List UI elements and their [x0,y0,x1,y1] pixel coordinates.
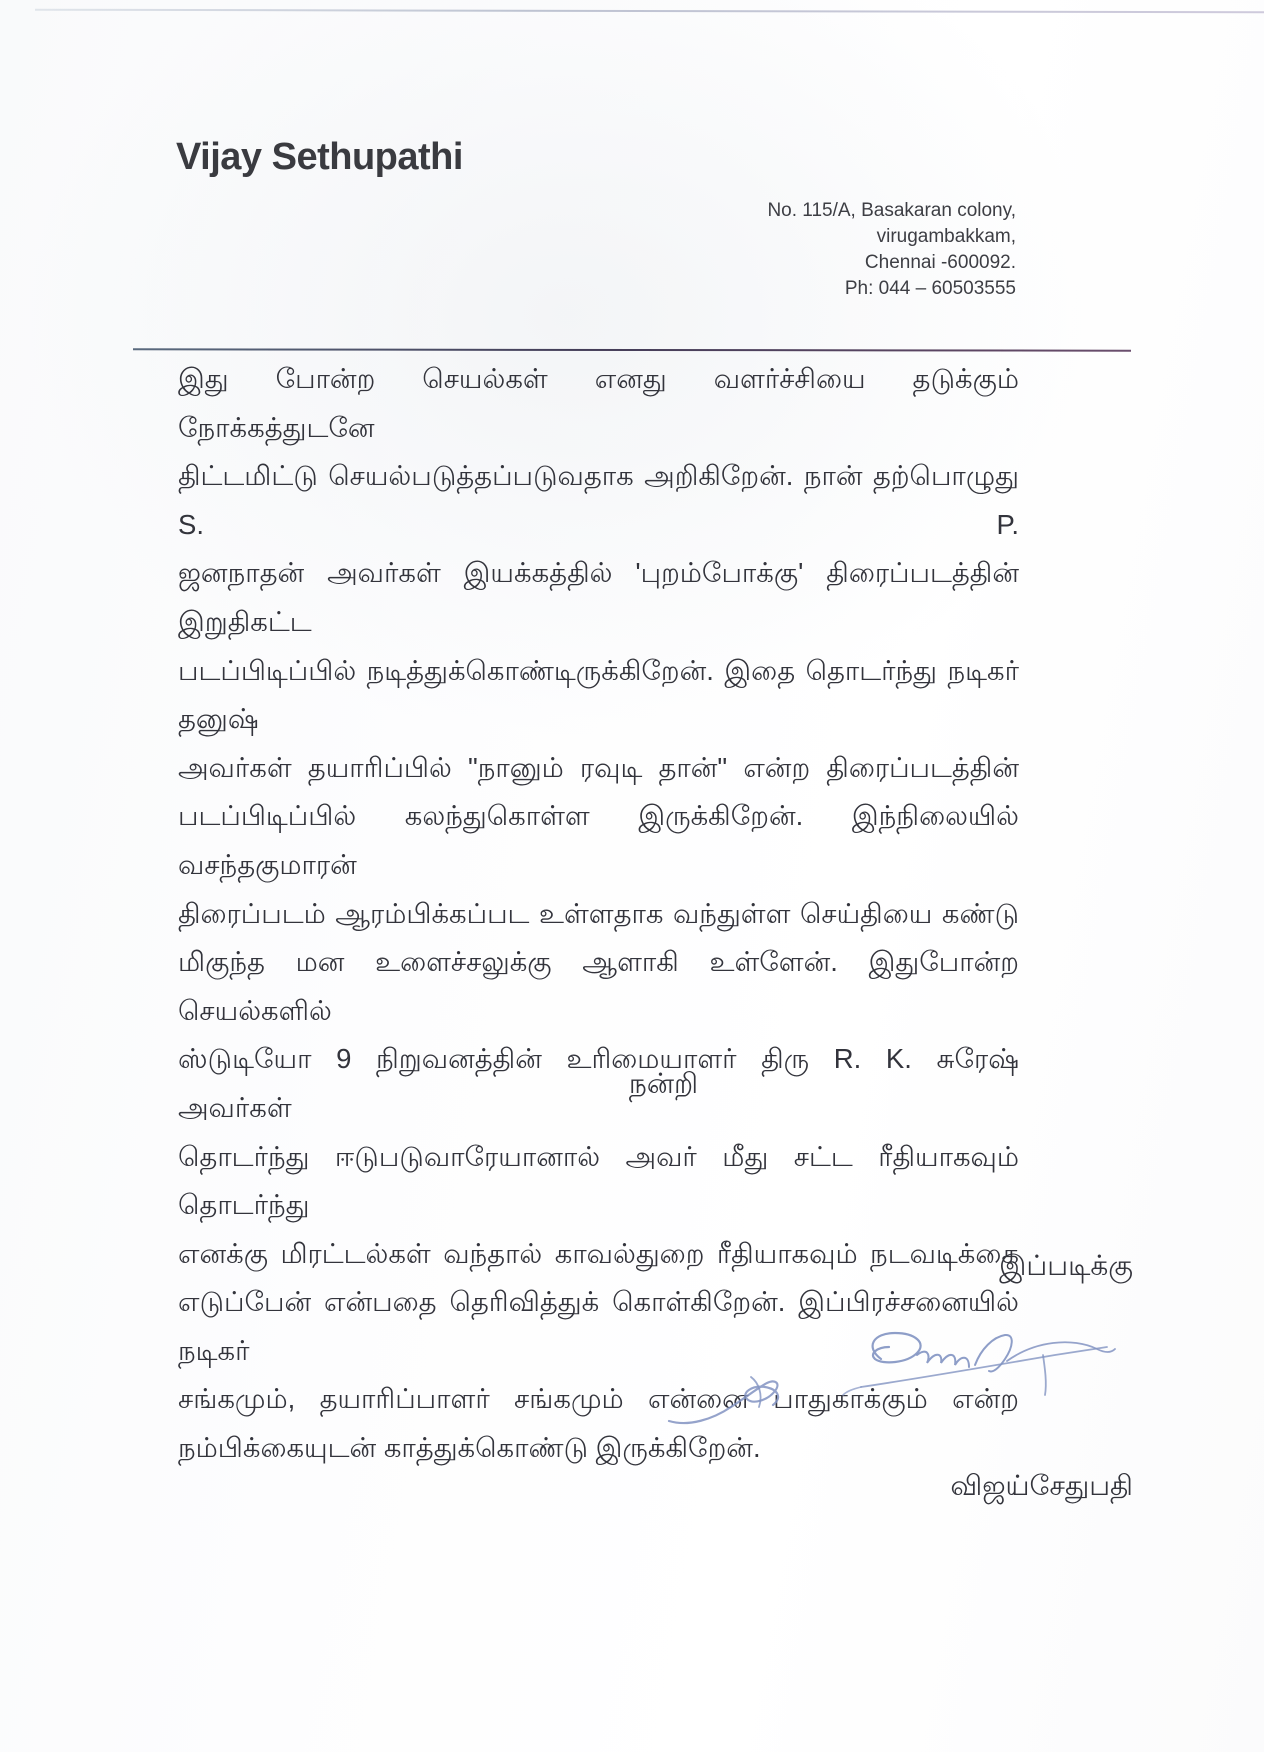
body-line: எனக்கு மிரட்டல்கள் வந்தால் காவல்துறை ரீதியாகவும் நடவடிக்கை [178,1237,1019,1269]
header-divider-rule [133,348,1131,351]
closing-label: இப்படிக்கு [999,1250,1133,1281]
body-line: அவர்கள் தயாரிப்பில் "நானும் ரவுடி தான்" என்ற திரைப்படத்தின் [178,751,1019,783]
letterhead-name: Vijay Sethupathi [176,136,463,178]
body-line: மிகுந்த மன உளைச்சலுக்கு ஆளாகி உள்ளேன். இதுபோன்ற செயல்களில் [178,946,1019,1026]
body-line: திட்டமிட்டு செயல்படுத்தப்படுவதாக அறிகிறேன். நான் தற்பொழுது S. P. [178,460,1019,540]
body-line: படப்பிடிப்பில் நடித்துக்கொண்டிருக்கிறேன். இதை தொடர்ந்து நடிகர் தனுஷ் [178,654,1019,735]
address-line: Ph: 044 – 60503555 [844,278,1016,299]
body-line: ஸ்டுடியோ 9 நிறுவனத்தின் உரிமையாளர் திரு R. K. சுரேஷ் அவர்கள் [178,1043,1019,1123]
body-line: தொடர்ந்து ஈடுபடுவாரேயானால் அவர் மீது சட்ட ரீதியாகவும் தொடர்ந்து [178,1140,1019,1221]
address-block [767,198,1016,302]
scan-edge-artifact [35,9,1264,14]
body-line: ஜனநாதன் அவர்கள் இயக்கத்தில் 'புறம்போக்கு' திரைப்படத்தின் இறுதிகட்ட [178,557,1019,637]
letter-body [178,355,1019,1473]
signature-handwriting-icon [655,1325,1125,1445]
body-line: திரைப்படம் ஆரம்பிக்கப்பட உள்ளதாக வந்துள்ள செய்தியை கண்டு [178,897,1019,929]
address-line: No. 115/A, Basakaran colony, [767,200,1016,221]
address-line: virugambakkam, [876,226,1016,247]
thanks-text: நன்றி [628,1068,699,1099]
address-line: Chennai -600092. [864,252,1016,273]
body-line: படப்பிடிப்பில் கலந்துகொள்ள இருக்கிறேன். இந்நிலையில் வசந்தகுமாரன் [178,800,1019,880]
body-line: இது போன்ற செயல்கள் எனது வளர்ச்சியை தடுக்கும் நோக்கத்துடனே [178,363,1019,443]
body-line: சங்கமும், தயாரிப்பாளர் சங்கமும் என்னை பாதுகாக்கும் என்ற [178,1383,1019,1415]
signatory-name: விஜய்சேதுபதி [950,1470,1133,1501]
body-line: எடுப்பேன் என்பதை தெரிவித்துக் கொள்கிறேன். இப்பிரச்சனையில் நடிகர் [178,1286,1019,1366]
body-line: நம்பிக்கையுடன் காத்துக்கொண்டு இருக்கிறேன். [178,1432,761,1464]
